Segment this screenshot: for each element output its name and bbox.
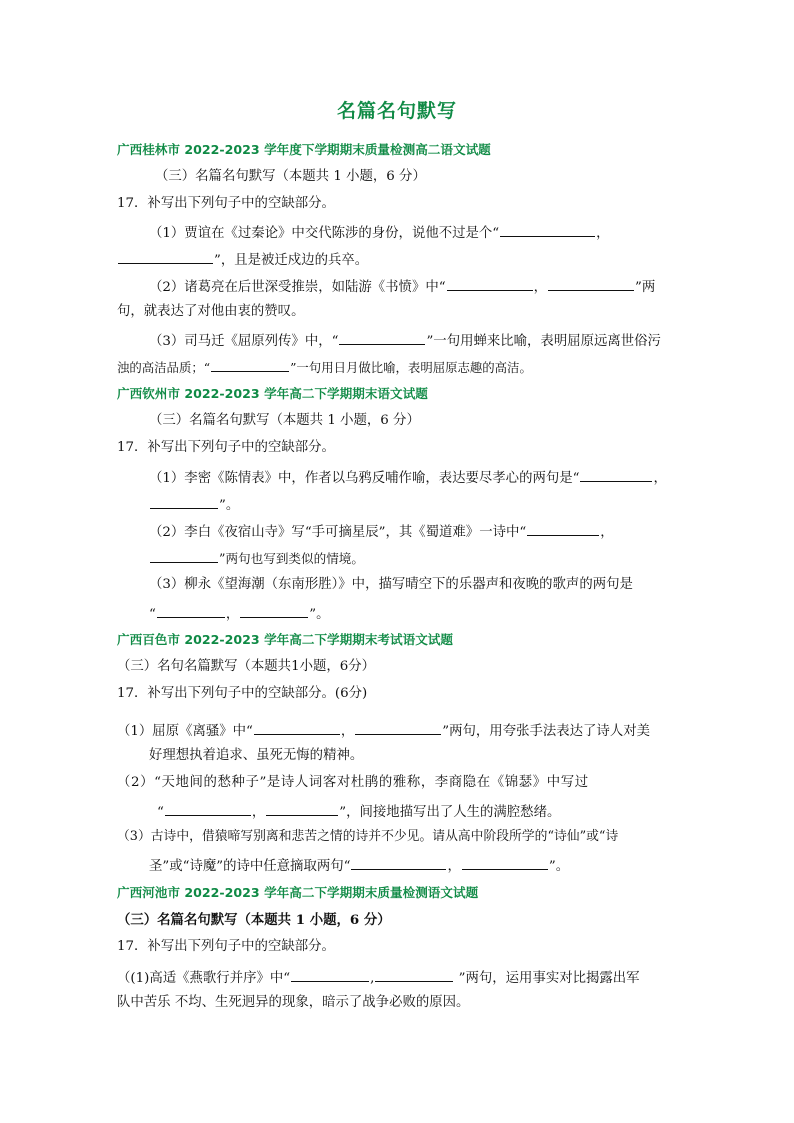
section-header: （三）名篇名句默写（本题共 1 小题，6 分） [117, 912, 391, 928]
question-item-continuation: “ ， ”。 [149, 603, 330, 624]
answer-blank[interactable] [355, 720, 441, 735]
answer-blank[interactable] [339, 330, 425, 345]
question-item: （1）贾谊在《过秦论》中交代陈涉的身份，说他不过是个“ ， [149, 222, 610, 243]
question-item-continuation: ”，且是被迁戍边的兵卒。 [117, 249, 368, 270]
answer-blank[interactable] [447, 276, 533, 291]
answer-blank[interactable] [548, 276, 634, 291]
answer-blank[interactable] [240, 603, 308, 618]
question-item: （2）诸葛亮在后世深受推崇，如陆游《书愤》中“ ， ”两 [149, 276, 655, 297]
answer-blank[interactable] [157, 603, 225, 618]
answer-blank[interactable] [580, 467, 652, 482]
question-number: 17．补写出下列句子中的空缺部分。 [117, 939, 335, 954]
answer-blank[interactable] [118, 249, 213, 264]
question-item: （1）屈原《离骚》中“ ， ”两句，用夸张手法表达了诗人对美 [117, 720, 650, 741]
answer-blank[interactable] [462, 855, 548, 870]
question-item-continuation: “ ， ”，间接地描写出了人生的满腔愁绪。 [157, 801, 560, 822]
answer-blank[interactable] [351, 855, 446, 870]
section-header: （三）名句名篇默写（本题共1小题，6分） [117, 659, 376, 674]
question-item: （3）司马迁《屈原列传》中，“ ”一句用蝉来比喻，表明屈原远离世俗污 [149, 330, 661, 351]
answer-blank[interactable] [150, 548, 218, 563]
answer-blank[interactable] [254, 720, 340, 735]
page-title: 名篇名句默写 [336, 100, 457, 122]
answer-blank[interactable] [150, 494, 218, 509]
question-item-continuation: 浊的高洁品质；“ ”一句用日月做比喻，表明屈原志趣的高洁。 [117, 357, 532, 377]
question-item: （3）柳永《望海潮（东南形胜）》中，描写晴空下的乐器声和夜晚的歌声的两句是 [149, 577, 633, 592]
answer-blank[interactable] [500, 222, 595, 237]
question-item-continuation: ”。 [149, 494, 239, 515]
section-header: （三）名篇名句默写（本题共 1 小题，6 分） [149, 413, 420, 428]
section-source: 广西钦州市 2022-2023 学年高二下学期期末语文试题 [117, 386, 428, 401]
answer-blank[interactable] [211, 357, 289, 372]
answer-blank[interactable] [375, 967, 453, 982]
section-source: 广西百色市 2022-2023 学年高二下学期期末考试语文试题 [117, 632, 453, 647]
question-item-continuation: ”两句也写到类似的情境。 [149, 548, 364, 568]
question-item-continuation: 句，就表达了对他由衷的赞叹。 [117, 304, 305, 319]
question-item-continuation: 好理想执着追求、虽死无悔的精神。 [149, 748, 364, 763]
question-item-continuation: 队中苦乐 不均、生死迥异的现象，暗示了战争必败的原因。 [117, 995, 470, 1010]
section-source: 广西桂林市 2022-2023 学年度下学期期末质量检测高二语文试题 [117, 142, 491, 157]
question-item-continuation: 圣”或“诗魔”的诗中任意摘取两句“ ， ”。 [149, 855, 569, 876]
answer-blank[interactable] [165, 801, 251, 816]
question-item: （2）李白《夜宿山寺》写“手可摘星辰”，其《蜀道难》一诗中“ ， [149, 521, 614, 542]
answer-blank[interactable] [291, 967, 369, 982]
question-item: （2）“天地间的愁种子”是诗人词客对杜鹃的雅称，李商隐在《锦瑟》中写过 [117, 775, 589, 790]
answer-blank[interactable] [527, 521, 599, 536]
answer-blank[interactable] [266, 801, 338, 816]
question-number: 17．补写出下列句子中的空缺部分。 [117, 196, 335, 211]
question-item: （(1)高适《燕歌行并序》中“ , ”两句，运用事实对比揭露出军 [117, 967, 640, 988]
question-number: 17．补写出下列句子中的空缺部分。(6分) [117, 686, 368, 701]
question-item: （1）李密《陈情表》中，作者以乌鸦反哺作喻，表达要尽孝心的两句是“ ， [149, 467, 667, 488]
question-number: 17．补写出下列句子中的空缺部分。 [117, 440, 335, 455]
question-item: （3）古诗中，借猿啼写别离和悲苦之情的诗并不少见。请从高中阶段所学的“诗仙”或“诗 [117, 829, 619, 844]
section-source: 广西河池市 2022-2023 学年高二下学期期末质量检测语文试题 [117, 885, 479, 900]
section-header: （三）名篇名句默写（本题共 1 小题，6 分） [155, 169, 426, 184]
